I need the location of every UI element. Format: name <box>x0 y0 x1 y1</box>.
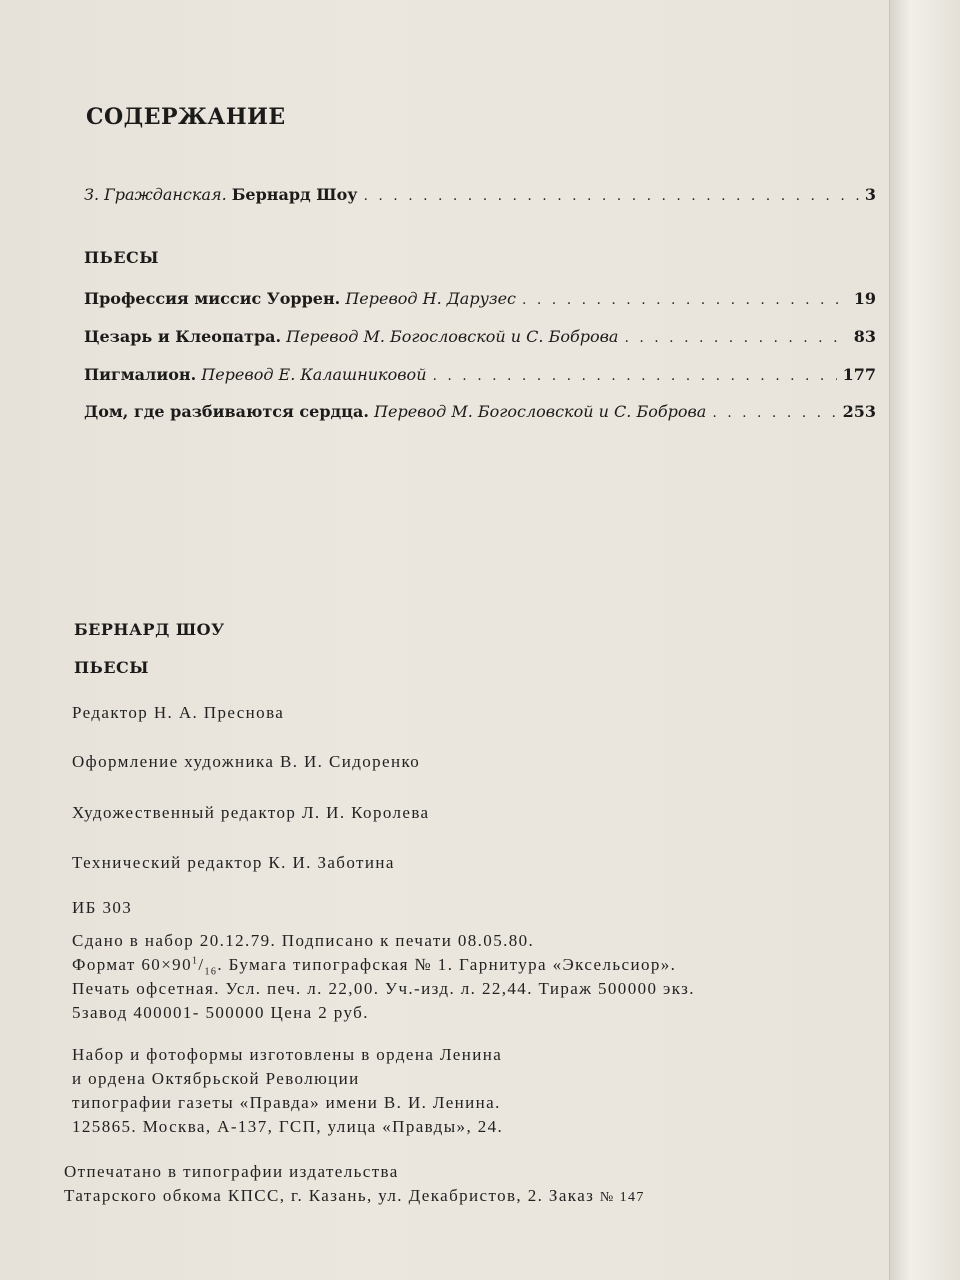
plays-heading: ПЬЕСЫ <box>84 248 159 267</box>
printed-line: Отпечатано в типографии издательства <box>64 1162 399 1181</box>
leader-dots <box>624 330 847 346</box>
colophon-design: Оформление художника В. И. Сидоренко <box>72 752 421 771</box>
toc-entry-translator: Перевод М. Богословской и С. Боброва <box>286 327 619 346</box>
leader-dots <box>712 405 836 421</box>
order-number: № 147 <box>599 1190 645 1205</box>
toc-entry <box>84 365 876 384</box>
leader-dots <box>522 292 848 308</box>
toc-page-number: 19 <box>853 289 876 308</box>
printer-line: 125865. Москва, А-137, ГСП, улица «Правды», 24. <box>72 1117 504 1136</box>
leader-dots <box>364 188 859 204</box>
toc-entry-title: Профессия миссис Уоррен. <box>84 289 341 308</box>
toc-entry-intro <box>84 185 876 204</box>
toc-title: СОДЕРЖАНИЕ <box>86 104 286 130</box>
printer-line: Набор и фотоформы изготовлены в ордена Ленина <box>72 1045 503 1064</box>
toc-intro-author: З. Гражданская. <box>84 185 227 204</box>
colophon-line: 5завод 400001- 500000 Цена 2 руб. <box>72 1003 369 1022</box>
colophon-ib: ИБ 303 <box>72 898 133 917</box>
colophon-line: Сдано в набор 20.12.79. Подписано к печати 08.05.80. <box>72 931 535 950</box>
colophon-line: Печать офсетная. Усл. печ. л. 22,00. Уч.-изд. л. 22,44. Тираж 500000 экз. <box>72 979 695 998</box>
printer-line: и ордена Октябрьской Революции <box>72 1069 360 1088</box>
toc-entry-translator: Перевод М. Богословской и С. Боброва <box>374 402 707 421</box>
colophon-editor: Редактор Н. А. Преснова <box>72 703 285 722</box>
toc-page-number: 253 <box>842 402 876 421</box>
toc-intro-title: Бернард Шоу <box>231 185 358 204</box>
colophon-author: БЕРНАРД ШОУ <box>74 620 225 639</box>
printed-line: Татарского обкома КПСС, г. Казань, ул. Декабристов, 2. Заказ № 147 <box>64 1186 645 1205</box>
toc-entry-translator: Перевод Е. Калашниковой <box>201 365 427 384</box>
toc-entry-title: Пигмалион. <box>84 365 197 384</box>
toc-entry-title: Цезарь и Клеопатра. <box>84 327 282 346</box>
toc-entry-translator: Перевод Н. Дарузес <box>345 289 516 308</box>
toc-page-number: 177 <box>842 365 876 384</box>
toc-entry <box>84 289 876 308</box>
colophon-art-editor: Художественный редактор Л. И. Королева <box>72 803 430 822</box>
printer-line: типографии газеты «Правда» имени В. И. Ленина. <box>72 1093 501 1112</box>
colophon-book-title: ПЬЕСЫ <box>74 658 149 677</box>
leader-dots <box>433 368 837 384</box>
toc-page-number: 83 <box>853 327 876 346</box>
colophon-format-line: Формат $60\times 90^1/_{16}$. Бумага типографская № 1. Гарнитура «Эксельсиор». <box>72 955 677 978</box>
page-edge <box>889 0 960 1280</box>
toc-entry <box>84 327 876 346</box>
colophon-tech-editor: Технический редактор К. И. Заботина <box>72 853 395 872</box>
toc-page-number: 3 <box>864 185 876 204</box>
toc-entry <box>84 402 876 421</box>
toc-entry-title: Дом, где разбиваются сердца. <box>84 402 369 421</box>
